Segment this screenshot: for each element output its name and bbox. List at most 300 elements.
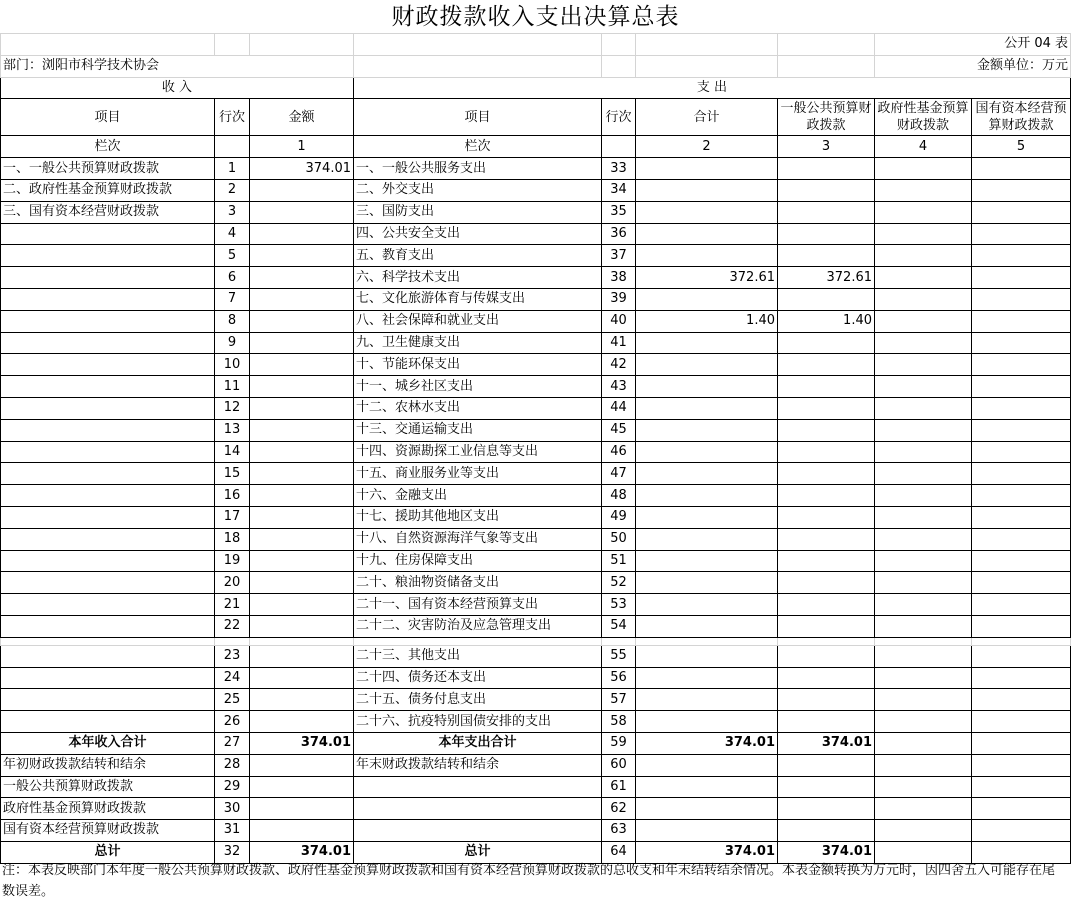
- total-amount: [636, 711, 778, 733]
- form-number: 公开 04 表: [875, 34, 1071, 56]
- gov-fund-amount: [875, 158, 972, 180]
- table-row: [1, 310, 1071, 332]
- income-item: 政府性基金预算财政拨款: [1, 798, 215, 820]
- expense-item: 十五、商业服务业等支出: [354, 463, 602, 485]
- income-amount: [250, 711, 354, 733]
- income-amount: [250, 419, 354, 441]
- gov-fund-amount: [875, 397, 972, 419]
- income-line: 2: [215, 179, 250, 201]
- expense-item: 十七、援助其他地区支出: [354, 506, 602, 528]
- general-budget-amount: [778, 376, 875, 398]
- gov-fund-amount: [875, 245, 972, 267]
- total-amount: [636, 245, 778, 267]
- expense-line: 35: [602, 201, 636, 223]
- income-line: 25: [215, 689, 250, 711]
- state-capital-amount: [972, 267, 1071, 289]
- income-amount: [250, 550, 354, 572]
- general-budget-amount: [778, 711, 875, 733]
- expense-item: 十九、住房保障支出: [354, 550, 602, 572]
- income-item: [1, 485, 215, 507]
- table-row: [1, 158, 1071, 180]
- income-line: 10: [215, 354, 250, 376]
- general-budget-amount: [778, 689, 875, 711]
- general-budget-amount: [778, 798, 875, 820]
- income-line: 18: [215, 528, 250, 550]
- expense-item: 二十一、国有资本经营预算支出: [354, 594, 602, 616]
- expense-header: 支 出: [354, 77, 1071, 99]
- income-amount: [250, 667, 354, 689]
- table-row: [1, 376, 1071, 398]
- income-amount: [250, 820, 354, 842]
- table-row: [1, 776, 1071, 798]
- gov-fund-amount: [875, 354, 972, 376]
- general-budget-amount: 1.40: [778, 310, 875, 332]
- page-title: 财政拨款收入支出决算总表: [391, 4, 680, 30]
- table-row: [1, 288, 1071, 310]
- total-amount: [636, 485, 778, 507]
- table-row: [1, 441, 1071, 463]
- total-amount: [636, 594, 778, 616]
- gov-fund-amount: [875, 689, 972, 711]
- expense-item: 六、科学技术支出: [354, 267, 602, 289]
- department-label: 部门：浏阳市科学技术协会: [1, 55, 354, 77]
- fiscal-table: [0, 33, 1071, 864]
- table-row: [1, 463, 1071, 485]
- income-amount: [250, 376, 354, 398]
- col-income-amount: 金额: [250, 99, 354, 136]
- col-expense-line: 行次: [602, 99, 636, 136]
- table-row: [1, 732, 1071, 754]
- income-amount: 374.01: [250, 841, 354, 863]
- general-budget-amount: [778, 506, 875, 528]
- state-capital-amount: [972, 798, 1071, 820]
- table-row: [1, 397, 1071, 419]
- col-total: 合计: [636, 99, 778, 136]
- general-budget-amount: [778, 419, 875, 441]
- expense-line: 61: [602, 776, 636, 798]
- total-amount: [636, 615, 778, 637]
- form-no-row: [1, 34, 1071, 56]
- table-row: [1, 267, 1071, 289]
- gov-fund-amount: [875, 594, 972, 616]
- expense-line: 54: [602, 615, 636, 637]
- state-capital-amount: [972, 397, 1071, 419]
- income-item: [1, 332, 215, 354]
- gov-fund-amount: [875, 332, 972, 354]
- gov-fund-amount: [875, 223, 972, 245]
- expense-item: 总计: [354, 841, 602, 863]
- total-amount: [636, 223, 778, 245]
- gov-fund-amount: [875, 667, 972, 689]
- general-budget-amount: [778, 594, 875, 616]
- state-capital-amount: [972, 332, 1071, 354]
- expense-line: 56: [602, 667, 636, 689]
- colnum-1: 1: [250, 136, 354, 158]
- state-capital-amount: [972, 754, 1071, 776]
- gov-fund-amount: [875, 754, 972, 776]
- income-item: [1, 310, 215, 332]
- state-capital-amount: [972, 820, 1071, 842]
- general-budget-amount: 374.01: [778, 732, 875, 754]
- expense-line: 36: [602, 223, 636, 245]
- income-amount: [250, 288, 354, 310]
- expense-item: 九、卫生健康支出: [354, 332, 602, 354]
- table-row: [1, 754, 1071, 776]
- table-row: [1, 550, 1071, 572]
- income-item: 国有资本经营预算财政拨款: [1, 820, 215, 842]
- state-capital-amount: [972, 310, 1071, 332]
- income-amount: [250, 223, 354, 245]
- total-amount: [636, 572, 778, 594]
- table-row: [1, 201, 1071, 223]
- income-item: [1, 463, 215, 485]
- income-item: [1, 376, 215, 398]
- income-line: 11: [215, 376, 250, 398]
- expense-line: 64: [602, 841, 636, 863]
- expense-line: 33: [602, 158, 636, 180]
- table-row: [1, 528, 1071, 550]
- spacer-row: [1, 637, 1071, 645]
- gov-fund-amount: [875, 310, 972, 332]
- gov-fund-amount: [875, 267, 972, 289]
- table-row: [1, 354, 1071, 376]
- expense-item: 四、公共安全支出: [354, 223, 602, 245]
- expense-item: [354, 776, 602, 798]
- income-line: 28: [215, 754, 250, 776]
- expense-line: 46: [602, 441, 636, 463]
- income-amount: [250, 528, 354, 550]
- income-amount: [250, 441, 354, 463]
- total-amount: [636, 419, 778, 441]
- state-capital-amount: [972, 732, 1071, 754]
- general-budget-amount: [778, 288, 875, 310]
- total-amount: [636, 820, 778, 842]
- general-budget-amount: [778, 332, 875, 354]
- colnum-4: 4: [875, 136, 972, 158]
- expense-line: 45: [602, 419, 636, 441]
- state-capital-amount: [972, 419, 1071, 441]
- total-amount: 1.40: [636, 310, 778, 332]
- income-item: [1, 528, 215, 550]
- state-capital-amount: [972, 485, 1071, 507]
- income-line: 7: [215, 288, 250, 310]
- income-amount: [250, 645, 354, 667]
- state-capital-amount: [972, 711, 1071, 733]
- general-budget-amount: [778, 463, 875, 485]
- expense-item: 二十、粮油物资储备支出: [354, 572, 602, 594]
- state-capital-amount: [972, 354, 1071, 376]
- meta-row: [1, 55, 1071, 77]
- state-capital-amount: [972, 667, 1071, 689]
- expense-item: 五、教育支出: [354, 245, 602, 267]
- income-item: [1, 645, 215, 667]
- income-line: 20: [215, 572, 250, 594]
- expense-item: 十、节能环保支出: [354, 354, 602, 376]
- colnum-label-income: 栏次: [1, 136, 215, 158]
- expense-item: 十一、城乡社区支出: [354, 376, 602, 398]
- total-amount: [636, 332, 778, 354]
- income-line: 17: [215, 506, 250, 528]
- expense-item: 三、国防支出: [354, 201, 602, 223]
- general-budget-amount: [778, 776, 875, 798]
- state-capital-amount: [972, 288, 1071, 310]
- income-item: [1, 550, 215, 572]
- income-line: 13: [215, 419, 250, 441]
- general-budget-amount: [778, 158, 875, 180]
- expense-item: 二十二、灾害防治及应急管理支出: [354, 615, 602, 637]
- state-capital-amount: [972, 615, 1071, 637]
- income-amount: [250, 267, 354, 289]
- gov-fund-amount: [875, 776, 972, 798]
- table-row: [1, 689, 1071, 711]
- income-item: [1, 711, 215, 733]
- income-item: 总计: [1, 841, 215, 863]
- income-item: [1, 594, 215, 616]
- general-budget-amount: [778, 354, 875, 376]
- income-amount: [250, 463, 354, 485]
- income-line: 8: [215, 310, 250, 332]
- income-line: 9: [215, 332, 250, 354]
- col-income-item: 项目: [1, 99, 215, 136]
- total-amount: [636, 645, 778, 667]
- colnum-3: 3: [778, 136, 875, 158]
- income-item: [1, 419, 215, 441]
- income-amount: [250, 485, 354, 507]
- total-amount: [636, 463, 778, 485]
- col-expense-item: 项目: [354, 99, 602, 136]
- total-amount: [636, 397, 778, 419]
- table-row: [1, 179, 1071, 201]
- colnum-label-expense: 栏次: [354, 136, 602, 158]
- gov-fund-amount: [875, 485, 972, 507]
- total-amount: [636, 689, 778, 711]
- income-amount: [250, 506, 354, 528]
- general-budget-amount: [778, 441, 875, 463]
- income-line: 14: [215, 441, 250, 463]
- income-item: 本年收入合计: [1, 732, 215, 754]
- general-budget-amount: [778, 528, 875, 550]
- general-budget-amount: [778, 572, 875, 594]
- income-line: 29: [215, 776, 250, 798]
- state-capital-amount: [972, 158, 1071, 180]
- general-budget-amount: [778, 754, 875, 776]
- table-row: [1, 820, 1071, 842]
- state-capital-amount: [972, 550, 1071, 572]
- gov-fund-amount: [875, 419, 972, 441]
- expense-line: 58: [602, 711, 636, 733]
- expense-item: 一、一般公共服务支出: [354, 158, 602, 180]
- income-line: 30: [215, 798, 250, 820]
- income-line: 27: [215, 732, 250, 754]
- expense-item: 二十四、债务还本支出: [354, 667, 602, 689]
- income-item: [1, 245, 215, 267]
- income-amount: [250, 754, 354, 776]
- expense-line: 60: [602, 754, 636, 776]
- expense-line: 49: [602, 506, 636, 528]
- income-line: 6: [215, 267, 250, 289]
- state-capital-amount: [972, 245, 1071, 267]
- income-amount: [250, 354, 354, 376]
- total-amount: [636, 376, 778, 398]
- general-budget-amount: [778, 223, 875, 245]
- expense-item: 八、社会保障和就业支出: [354, 310, 602, 332]
- expense-item: [354, 798, 602, 820]
- table-row: [1, 419, 1071, 441]
- table-row: [1, 485, 1071, 507]
- footnote: 注：本表反映部门本年度一般公共预算财政拨款、政府性基金预算财政拨款和国有资本经营预算财政拨款的总收支和年末结转结余情况。本表金额转换为万元时，因四舍五入可能存在尾数误差。: [2, 863, 1056, 899]
- state-capital-amount: [972, 463, 1071, 485]
- gov-fund-amount: [875, 645, 972, 667]
- total-amount: [636, 528, 778, 550]
- state-capital-amount: [972, 645, 1071, 667]
- income-line: 32: [215, 841, 250, 863]
- total-amount: 374.01: [636, 732, 778, 754]
- income-item: [1, 667, 215, 689]
- expense-line: 39: [602, 288, 636, 310]
- income-item: [1, 397, 215, 419]
- total-amount: [636, 798, 778, 820]
- income-amount: [250, 689, 354, 711]
- state-capital-amount: [972, 376, 1071, 398]
- income-line: 23: [215, 645, 250, 667]
- income-amount: [250, 397, 354, 419]
- state-capital-amount: [972, 572, 1071, 594]
- gov-fund-amount: [875, 201, 972, 223]
- total-amount: [636, 179, 778, 201]
- expense-line: 42: [602, 354, 636, 376]
- expense-item: 十三、交通运输支出: [354, 419, 602, 441]
- state-capital-amount: [972, 223, 1071, 245]
- expense-item: 二、外交支出: [354, 179, 602, 201]
- income-item: [1, 506, 215, 528]
- total-amount: [636, 754, 778, 776]
- general-budget-amount: [778, 179, 875, 201]
- total-amount: [636, 776, 778, 798]
- expense-item: 十二、农林水支出: [354, 397, 602, 419]
- expense-line: 62: [602, 798, 636, 820]
- expense-item: 二十六、抗疫特别国债安排的支出: [354, 711, 602, 733]
- total-amount: [636, 667, 778, 689]
- income-item: [1, 223, 215, 245]
- col-income-line: 行次: [215, 99, 250, 136]
- income-item: 一般公共预算财政拨款: [1, 776, 215, 798]
- expense-item: 十六、金融支出: [354, 485, 602, 507]
- income-item: [1, 267, 215, 289]
- income-amount: [250, 201, 354, 223]
- general-budget-amount: [778, 615, 875, 637]
- column-number-row: [1, 136, 1071, 158]
- total-amount: [636, 201, 778, 223]
- general-budget-amount: 374.01: [778, 841, 875, 863]
- expense-line: 53: [602, 594, 636, 616]
- expense-item: 七、文化旅游体育与传媒支出: [354, 288, 602, 310]
- income-amount: [250, 776, 354, 798]
- general-budget-amount: [778, 397, 875, 419]
- gov-fund-amount: [875, 441, 972, 463]
- general-budget-amount: 372.61: [778, 267, 875, 289]
- col-general-budget: 一般公共预算财政拨款: [778, 99, 875, 136]
- income-line: 3: [215, 201, 250, 223]
- income-item: 二、政府性基金预算财政拨款: [1, 179, 215, 201]
- expense-item: 年末财政拨款结转和结余: [354, 754, 602, 776]
- gov-fund-amount: [875, 820, 972, 842]
- total-amount: [636, 441, 778, 463]
- gov-fund-amount: [875, 463, 972, 485]
- income-line: 24: [215, 667, 250, 689]
- expense-line: 50: [602, 528, 636, 550]
- gov-fund-amount: [875, 506, 972, 528]
- state-capital-amount: [972, 776, 1071, 798]
- col-state-capital: 国有资本经营预算财政拨款: [972, 99, 1071, 136]
- income-amount: 374.01: [250, 732, 354, 754]
- income-header: 收 入: [1, 77, 354, 99]
- expense-item: 十八、自然资源海洋气象等支出: [354, 528, 602, 550]
- expense-line: 52: [602, 572, 636, 594]
- general-budget-amount: [778, 820, 875, 842]
- general-budget-amount: [778, 245, 875, 267]
- total-amount: [636, 506, 778, 528]
- state-capital-amount: [972, 179, 1071, 201]
- expense-item: 二十三、其他支出: [354, 645, 602, 667]
- income-item: [1, 689, 215, 711]
- section-header-row: [1, 77, 1071, 99]
- income-amount: [250, 179, 354, 201]
- table-row: [1, 711, 1071, 733]
- table-row: [1, 223, 1071, 245]
- income-line: 1: [215, 158, 250, 180]
- gov-fund-amount: [875, 550, 972, 572]
- expense-line: 37: [602, 245, 636, 267]
- income-amount: [250, 594, 354, 616]
- expense-item: 十四、资源勘探工业信息等支出: [354, 441, 602, 463]
- gov-fund-amount: [875, 572, 972, 594]
- expense-item: 本年支出合计: [354, 732, 602, 754]
- income-amount: [250, 310, 354, 332]
- expense-line: 43: [602, 376, 636, 398]
- expense-line: 34: [602, 179, 636, 201]
- income-item: 一、一般公共预算财政拨款: [1, 158, 215, 180]
- colnum-5: 5: [972, 136, 1071, 158]
- column-header-row: [1, 99, 1071, 136]
- general-budget-amount: [778, 550, 875, 572]
- colnum-2: 2: [636, 136, 778, 158]
- gov-fund-amount: [875, 288, 972, 310]
- expense-item: [354, 820, 602, 842]
- total-amount: 374.01: [636, 841, 778, 863]
- general-budget-amount: [778, 485, 875, 507]
- state-capital-amount: [972, 594, 1071, 616]
- general-budget-amount: [778, 667, 875, 689]
- total-amount: [636, 354, 778, 376]
- expense-line: 63: [602, 820, 636, 842]
- expense-line: 40: [602, 310, 636, 332]
- table-row: [1, 245, 1071, 267]
- income-line: 15: [215, 463, 250, 485]
- expense-line: 48: [602, 485, 636, 507]
- table-row: [1, 506, 1071, 528]
- general-budget-amount: [778, 201, 875, 223]
- expense-item: 二十五、债务付息支出: [354, 689, 602, 711]
- table-row: [1, 798, 1071, 820]
- gov-fund-amount: [875, 732, 972, 754]
- income-line: 26: [215, 711, 250, 733]
- expense-line: 59: [602, 732, 636, 754]
- income-amount: [250, 572, 354, 594]
- income-line: 31: [215, 820, 250, 842]
- income-line: 21: [215, 594, 250, 616]
- income-line: 22: [215, 615, 250, 637]
- expense-line: 38: [602, 267, 636, 289]
